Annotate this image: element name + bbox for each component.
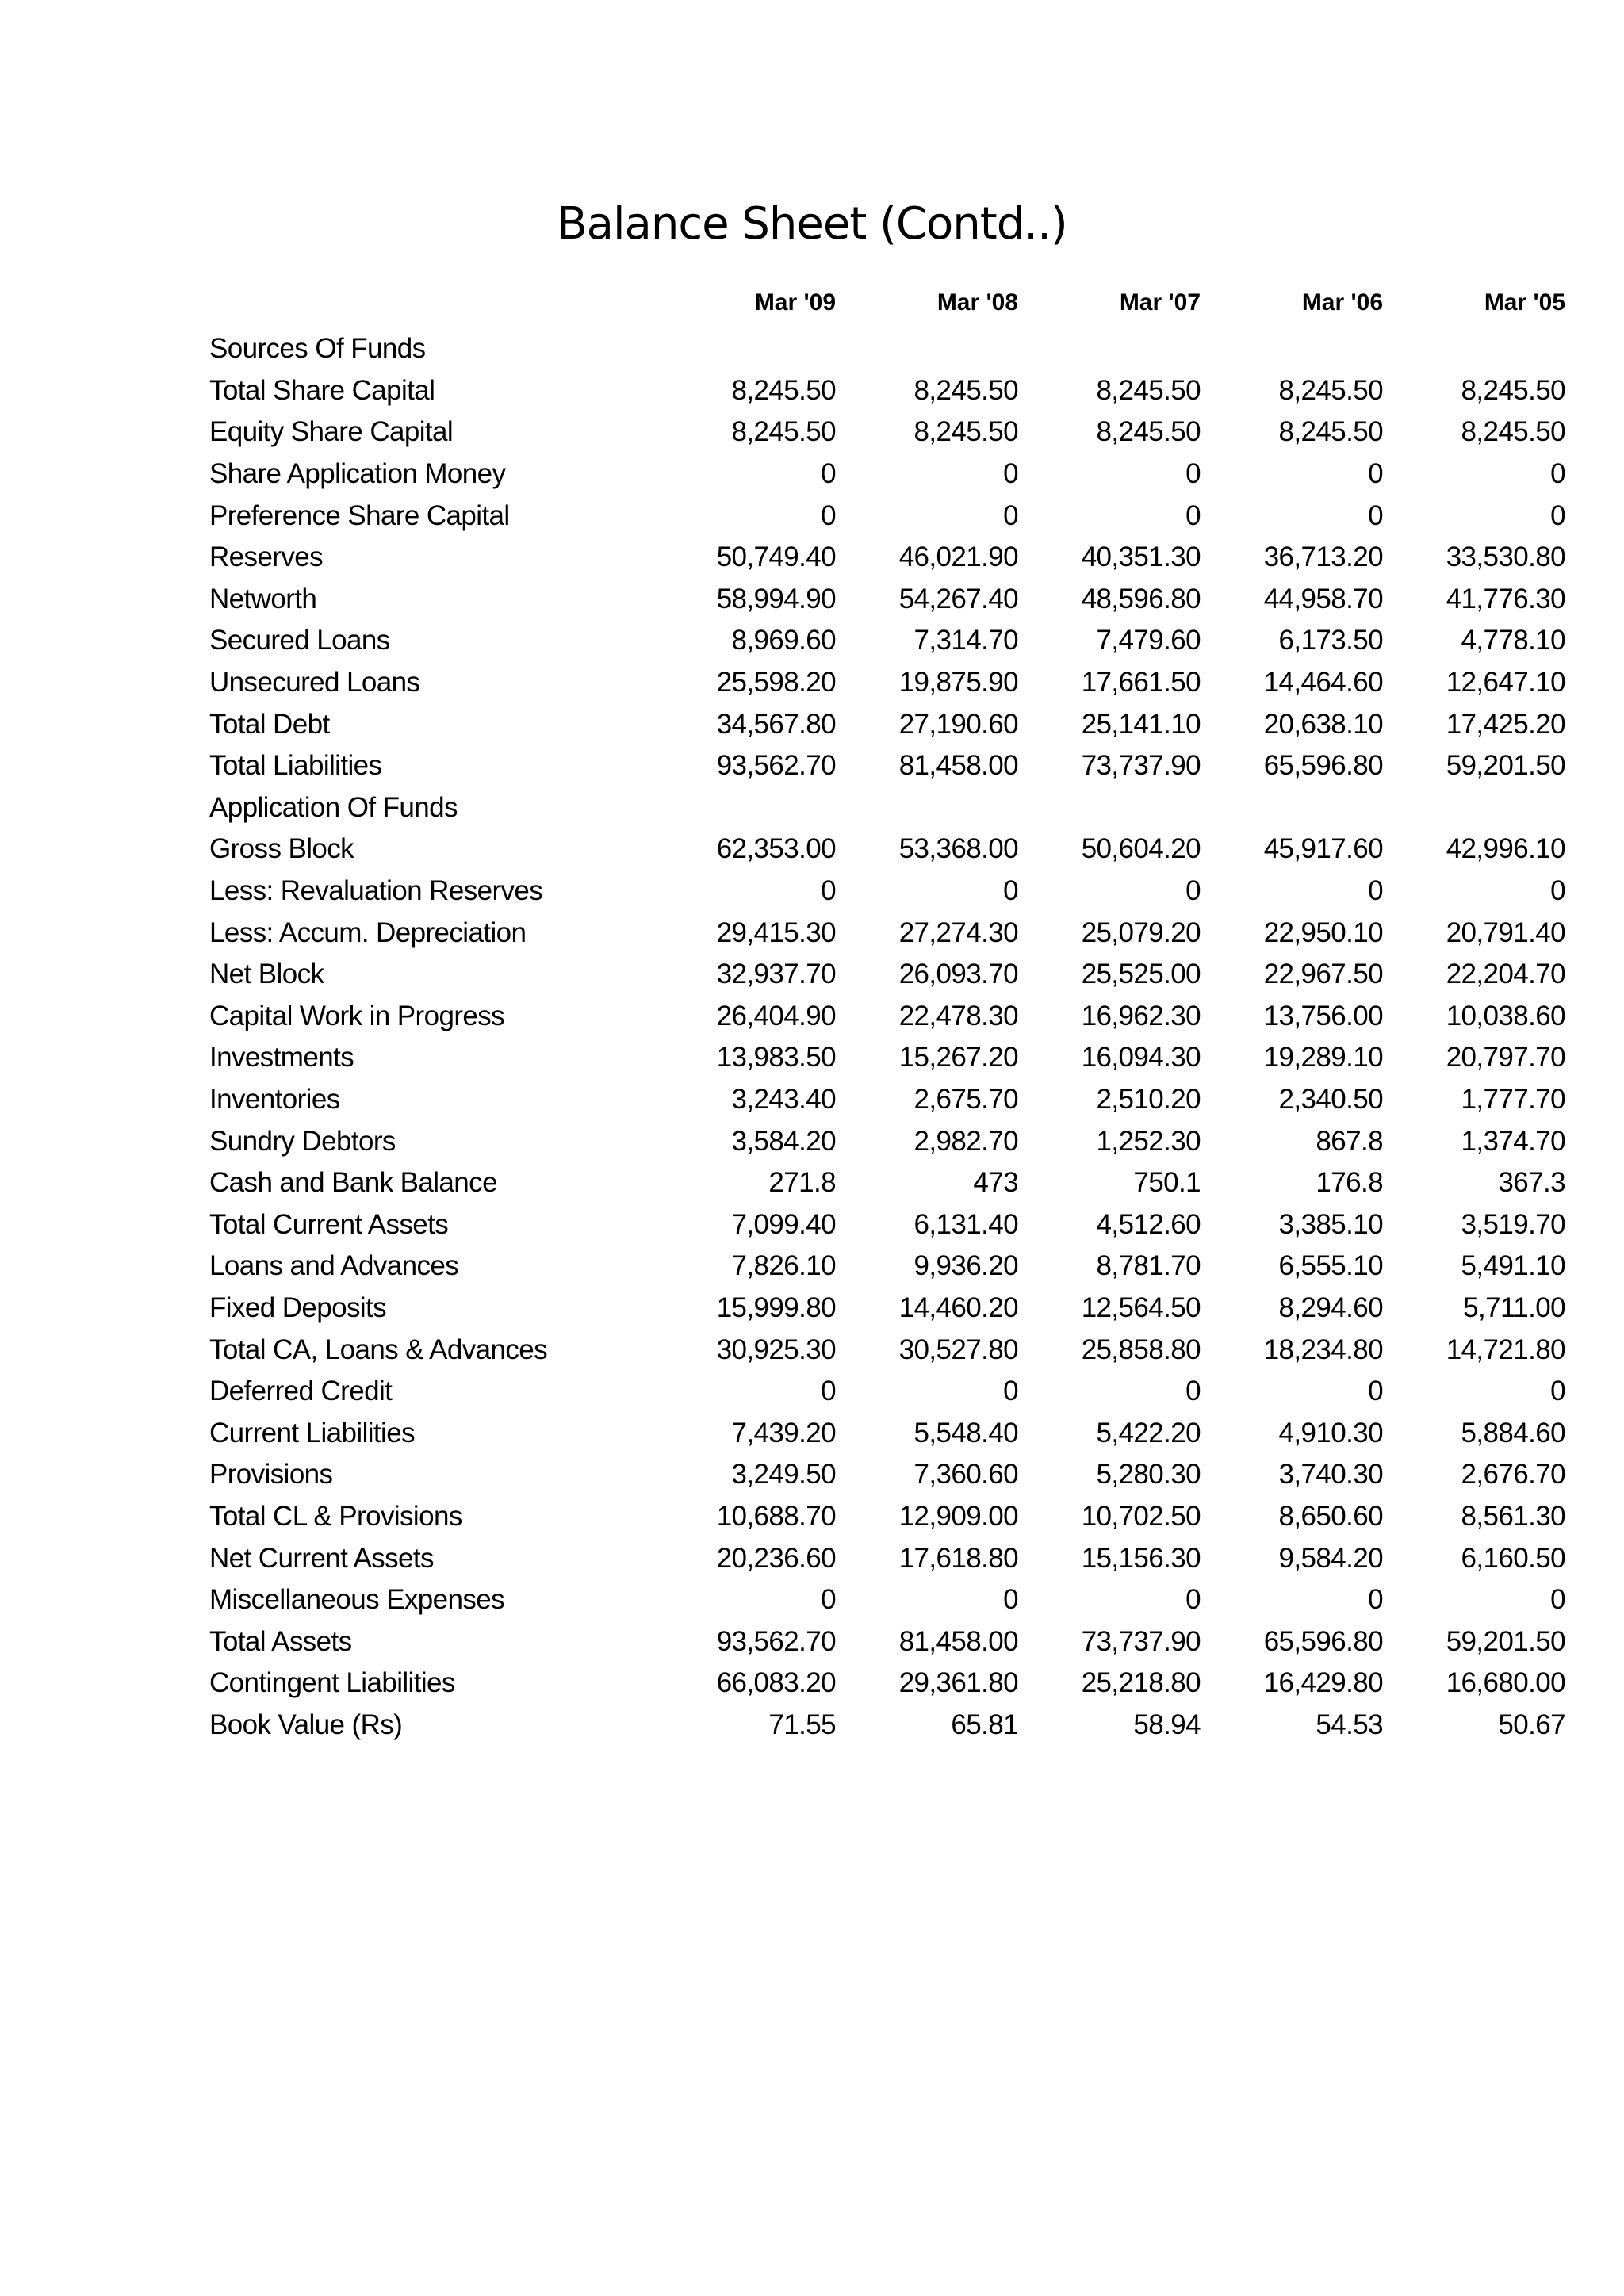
row-value: 0 [1368, 875, 1383, 907]
row-value: 65,596.80 [1263, 1625, 1383, 1657]
row-label: Capital Work in Progress [209, 1000, 505, 1031]
row-value: 2,675.70 [914, 1083, 1018, 1115]
row-value: 17,618.80 [898, 1542, 1018, 1574]
row-value: 62,353.00 [716, 833, 836, 865]
row-value: 0 [821, 1584, 836, 1616]
row-value: 0 [1550, 1376, 1565, 1407]
row-value [1201, 328, 1383, 370]
row-label: Application Of Funds [209, 791, 458, 823]
row-label: Secured Loans [209, 625, 390, 656]
row-value: 7,099.40 [731, 1208, 836, 1240]
row-value: 27,274.30 [898, 916, 1018, 948]
row-value: 20,638.10 [1263, 708, 1383, 740]
row-value: 22,950.10 [1263, 916, 1383, 948]
column-header-mar-05: Mar '05 [1484, 289, 1565, 316]
table-row [209, 1579, 1565, 1621]
row-value: 8,781.70 [1096, 1250, 1201, 1282]
row-value: 5,548.40 [914, 1417, 1018, 1448]
row-label: Share Application Money [209, 458, 506, 490]
row-value: 20,791.40 [1446, 916, 1565, 948]
row-value: 25,858.80 [1081, 1334, 1201, 1365]
row-value: 29,415.30 [716, 916, 836, 948]
table-row [209, 1288, 1565, 1330]
row-value: 14,721.80 [1446, 1334, 1565, 1365]
row-value: 3,519.70 [1461, 1208, 1565, 1240]
row-value: 10,688.70 [716, 1500, 836, 1532]
row-label: Unsecured Loans [209, 667, 420, 698]
row-value: 3,584.20 [731, 1125, 836, 1157]
table-row [209, 620, 1565, 662]
row-label: Book Value (Rs) [209, 1709, 403, 1740]
row-label: Total Debt [209, 708, 330, 740]
row-value: 0 [1003, 499, 1018, 531]
row-value: 45,917.60 [1263, 833, 1383, 865]
row-label: Total Current Assets [209, 1208, 449, 1240]
table-row [209, 1496, 1565, 1538]
row-label: Miscellaneous Expenses [209, 1584, 505, 1616]
row-value: 3,249.50 [731, 1459, 836, 1490]
table-row [209, 912, 1565, 954]
row-value: 59,201.50 [1446, 1625, 1565, 1657]
row-value: 2,510.20 [1096, 1083, 1201, 1115]
row-value: 19,875.90 [898, 667, 1018, 698]
row-value: 0 [1185, 499, 1201, 531]
row-value: 3,385.10 [1278, 1208, 1383, 1240]
table-row [209, 1037, 1565, 1079]
row-value: 18,234.80 [1263, 1334, 1383, 1365]
row-label: Inventories [209, 1083, 340, 1115]
row-value: 32,937.70 [716, 959, 836, 990]
column-header-label [209, 277, 653, 328]
table-row [209, 871, 1565, 913]
row-value: 176.8 [1316, 1167, 1383, 1199]
row-label: Less: Accum. Depreciation [209, 916, 527, 948]
row-value: 26,093.70 [898, 959, 1018, 990]
row-label: Cash and Bank Balance [209, 1167, 497, 1199]
row-value: 5,422.20 [1096, 1417, 1201, 1448]
row-value: 0 [1550, 1584, 1565, 1616]
row-value: 9,936.20 [914, 1250, 1018, 1282]
row-value: 17,661.50 [1081, 667, 1201, 698]
page-title: Balance Sheet (Contd..) [557, 198, 1067, 250]
row-value: 8,294.60 [1278, 1292, 1383, 1323]
table-row [209, 1120, 1565, 1162]
row-value: 73,737.90 [1081, 1625, 1201, 1657]
row-value: 81,458.00 [898, 1625, 1018, 1657]
row-value: 71.55 [768, 1709, 836, 1740]
row-value: 8,245.50 [1461, 374, 1565, 406]
row-value: 0 [1003, 1376, 1018, 1407]
row-label: Current Liabilities [209, 1417, 415, 1448]
row-value: 8,650.60 [1278, 1500, 1383, 1532]
row-label: Contingent Liabilities [209, 1667, 455, 1699]
row-value: 16,962.30 [1081, 1000, 1201, 1031]
header-row [209, 277, 1565, 328]
row-value: 16,680.00 [1446, 1667, 1565, 1699]
row-label: Equity Share Capital [209, 416, 454, 448]
row-value: 6,173.50 [1278, 625, 1383, 656]
table-row [209, 996, 1565, 1038]
row-value: 4,910.30 [1278, 1417, 1383, 1448]
row-value: 6,555.10 [1278, 1250, 1383, 1282]
row-value: 2,340.50 [1278, 1083, 1383, 1115]
row-value: 50,749.40 [716, 541, 836, 573]
row-value: 0 [1003, 875, 1018, 907]
table-body [209, 328, 1565, 1746]
row-label: Less: Revaluation Reserves [209, 875, 543, 907]
row-value: 0 [821, 499, 836, 531]
row-value: 2,676.70 [1461, 1459, 1565, 1490]
row-value: 54.53 [1316, 1709, 1383, 1740]
row-value: 59,201.50 [1446, 750, 1565, 782]
row-label: Networth [209, 583, 317, 614]
row-value: 0 [1368, 458, 1383, 490]
row-value: 8,561.30 [1461, 1500, 1565, 1532]
row-value: 13,756.00 [1263, 1000, 1383, 1031]
row-value: 66,083.20 [716, 1667, 836, 1699]
row-value: 6,131.40 [914, 1208, 1018, 1240]
row-value: 34,567.80 [716, 708, 836, 740]
row-value: 367.3 [1498, 1167, 1565, 1199]
row-value: 27,190.60 [898, 708, 1018, 740]
row-value: 8,245.50 [1096, 374, 1201, 406]
table-row [209, 1454, 1565, 1496]
table-row [209, 411, 1565, 453]
row-value: 0 [1550, 875, 1565, 907]
row-value: 0 [1550, 458, 1565, 490]
row-label: Loans and Advances [209, 1250, 459, 1282]
row-value: 0 [1185, 458, 1201, 490]
row-value [836, 787, 1018, 829]
row-value: 30,527.80 [898, 1334, 1018, 1365]
row-value: 16,094.30 [1081, 1042, 1201, 1073]
row-value: 14,460.20 [898, 1292, 1018, 1323]
row-value: 867.8 [1316, 1125, 1383, 1157]
row-value: 473 [973, 1167, 1018, 1199]
row-value: 22,967.50 [1263, 959, 1383, 990]
row-value: 5,491.10 [1461, 1250, 1565, 1282]
row-value: 29,361.80 [898, 1667, 1018, 1699]
row-value: 12,909.00 [898, 1500, 1018, 1532]
row-value: 8,245.50 [731, 374, 836, 406]
row-value: 73,737.90 [1081, 750, 1201, 782]
row-label: Sundry Debtors [209, 1125, 396, 1157]
row-value [1018, 787, 1201, 829]
row-value [836, 328, 1018, 370]
row-value: 0 [1185, 1584, 1201, 1616]
row-value: 20,236.60 [716, 1542, 836, 1574]
row-value: 7,479.60 [1096, 625, 1201, 656]
row-value: 8,245.50 [1461, 416, 1565, 448]
row-value: 65.81 [951, 1709, 1018, 1740]
row-value: 0 [1368, 1376, 1383, 1407]
row-value: 5,711.00 [1463, 1292, 1565, 1323]
row-value: 58.94 [1133, 1709, 1201, 1740]
row-value: 36,713.20 [1263, 541, 1383, 573]
table-row [209, 1537, 1565, 1579]
column-header-mar-08: Mar '08 [936, 289, 1018, 316]
row-label: Total Liabilities [209, 750, 382, 782]
row-value: 65,596.80 [1263, 750, 1383, 782]
row-label: Sources Of Funds [209, 333, 426, 365]
table-row [209, 537, 1565, 579]
table-row [209, 745, 1565, 787]
row-value: 0 [1368, 1584, 1383, 1616]
row-value: 42,996.10 [1446, 833, 1565, 865]
row-value: 6,160.50 [1461, 1542, 1565, 1574]
row-value: 25,141.10 [1081, 708, 1201, 740]
row-label: Provisions [209, 1459, 333, 1490]
row-value: 25,598.20 [716, 667, 836, 698]
row-value: 8,245.50 [914, 416, 1018, 448]
row-label: Total Assets [209, 1625, 352, 1657]
row-value: 22,204.70 [1446, 959, 1565, 990]
row-value: 26,404.90 [716, 1000, 836, 1031]
row-value: 7,439.20 [731, 1417, 836, 1448]
row-value: 17,425.20 [1446, 708, 1565, 740]
table-row [209, 328, 1565, 370]
table-row [209, 662, 1565, 704]
row-value: 0 [821, 458, 836, 490]
row-value [1201, 787, 1383, 829]
row-value: 0 [821, 1376, 836, 1407]
row-value: 0 [1185, 875, 1201, 907]
row-value: 8,969.60 [731, 625, 836, 656]
row-value: 8,245.50 [914, 374, 1018, 406]
column-header-mar-06: Mar '06 [1301, 289, 1383, 316]
row-label: Total Share Capital [209, 374, 435, 406]
row-value: 750.1 [1133, 1167, 1201, 1199]
row-value [1383, 328, 1565, 370]
row-value: 2,982.70 [914, 1125, 1018, 1157]
table-row [209, 1079, 1565, 1121]
row-value: 3,243.40 [731, 1083, 836, 1115]
row-label: Net Current Assets [209, 1542, 434, 1574]
table-row [209, 495, 1565, 537]
row-value: 4,512.60 [1096, 1208, 1201, 1240]
row-value: 81,458.00 [898, 750, 1018, 782]
balance-sheet-table [209, 277, 1565, 1746]
row-value: 19,289.10 [1263, 1042, 1383, 1073]
row-value: 12,564.50 [1081, 1292, 1201, 1323]
row-value: 46,021.90 [898, 541, 1018, 573]
row-value: 15,156.30 [1081, 1542, 1201, 1574]
row-value: 13,983.50 [716, 1042, 836, 1073]
row-value: 50,604.20 [1081, 833, 1201, 865]
row-label: Preference Share Capital [209, 499, 510, 531]
row-value: 4,778.10 [1461, 625, 1565, 656]
table-row [209, 453, 1565, 496]
table-row [209, 579, 1565, 621]
row-value [653, 328, 836, 370]
row-value: 7,826.10 [731, 1250, 836, 1282]
row-value: 1,777.70 [1461, 1083, 1565, 1115]
row-value: 30,925.30 [716, 1334, 836, 1365]
row-value [653, 787, 836, 829]
row-value: 15,267.20 [898, 1042, 1018, 1073]
row-value: 7,314.70 [914, 625, 1018, 656]
row-value: 25,218.80 [1081, 1667, 1201, 1699]
row-value: 1,252.30 [1096, 1125, 1201, 1157]
column-header-mar-09: Mar '09 [754, 289, 836, 316]
table-row [209, 828, 1565, 871]
row-label: Reserves [209, 541, 324, 573]
row-value: 9,584.20 [1278, 1542, 1383, 1574]
table-row [209, 1705, 1565, 1747]
row-value: 0 [1003, 1584, 1018, 1616]
row-value: 12,647.10 [1446, 667, 1565, 698]
table-row [209, 1663, 1565, 1705]
row-value: 0 [1368, 499, 1383, 531]
table-row [209, 787, 1565, 829]
row-value: 25,525.00 [1081, 959, 1201, 990]
row-label: Total CL & Provisions [209, 1500, 462, 1532]
row-label: Total CA, Loans & Advances [209, 1334, 548, 1365]
row-value: 53,368.00 [898, 833, 1018, 865]
row-value: 10,702.50 [1081, 1500, 1201, 1532]
row-value [1383, 787, 1565, 829]
row-value: 5,280.30 [1096, 1459, 1201, 1490]
row-value: 8,245.50 [1278, 374, 1383, 406]
row-value: 16,429.80 [1263, 1667, 1383, 1699]
row-value: 271.8 [768, 1167, 836, 1199]
row-value: 33,530.80 [1446, 541, 1565, 573]
table-row [209, 1329, 1565, 1371]
row-value: 7,360.60 [914, 1459, 1018, 1490]
table-row [209, 1203, 1565, 1246]
row-value: 14,464.60 [1263, 667, 1383, 698]
row-label: Fixed Deposits [209, 1292, 387, 1323]
row-value: 20,797.70 [1446, 1042, 1565, 1073]
row-value: 3,740.30 [1278, 1459, 1383, 1490]
row-value: 0 [821, 875, 836, 907]
row-value: 10,038.60 [1446, 1000, 1565, 1031]
row-label: Deferred Credit [209, 1376, 393, 1407]
row-value: 1,374.70 [1461, 1125, 1565, 1157]
row-value: 48,596.80 [1081, 583, 1201, 614]
row-value: 0 [1550, 499, 1565, 531]
row-value: 58,994.90 [716, 583, 836, 614]
row-value: 5,884.60 [1461, 1417, 1565, 1448]
row-value: 15,999.80 [716, 1292, 836, 1323]
row-value: 0 [1003, 458, 1018, 490]
table-row [209, 1371, 1565, 1413]
row-value: 93,562.70 [716, 1625, 836, 1657]
row-value: 25,079.20 [1081, 916, 1201, 948]
table-row [209, 703, 1565, 745]
table-row [209, 1162, 1565, 1204]
table-row [209, 1246, 1565, 1288]
row-label: Net Block [209, 959, 324, 990]
row-value: 40,351.30 [1081, 541, 1201, 573]
row-value: 44,958.70 [1263, 583, 1383, 614]
row-value: 41,776.30 [1446, 583, 1565, 614]
row-value: 93,562.70 [716, 750, 836, 782]
row-value: 54,267.40 [898, 583, 1018, 614]
table-row [209, 370, 1565, 412]
row-value: 50.67 [1498, 1709, 1565, 1740]
row-label: Investments [209, 1042, 354, 1073]
row-label: Gross Block [209, 833, 354, 865]
row-value: 22,478.30 [898, 1000, 1018, 1031]
table-row [209, 1621, 1565, 1663]
table-row [209, 1412, 1565, 1454]
column-header-mar-07: Mar '07 [1119, 289, 1201, 316]
row-value: 8,245.50 [1096, 416, 1201, 448]
table-row [209, 954, 1565, 996]
row-value: 8,245.50 [731, 416, 836, 448]
row-value: 0 [1185, 1376, 1201, 1407]
row-value: 8,245.50 [1278, 416, 1383, 448]
row-value [1018, 328, 1201, 370]
